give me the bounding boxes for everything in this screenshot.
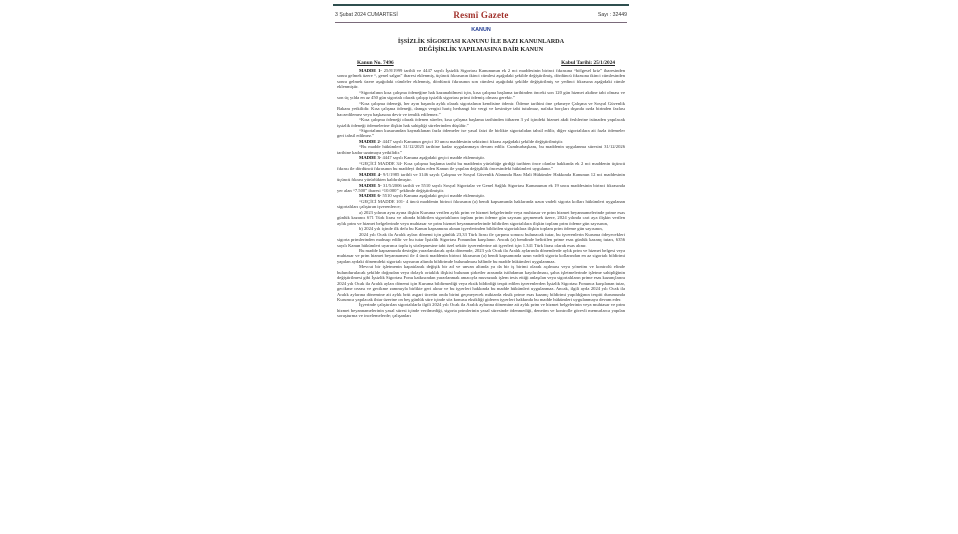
paragraph-text: Mevcut bir işletmenin kapatılarak değişik bir ad ve unvan altında ya da bir iş birimi olarak açılması veya yönetim ve kontrolü elinde bulundurulacak şekilde doğrudan veya dolaylı ortaklık ilişkisi bulunan şirketler arasında istihdamın kaydırılması, şahıs işletmelerinde işletme sahipliğinin değiştirilmesi gibi İşsizlik Sigortası Fonu katkısından yararlanmak amacıyla muvazaalı işlem tesis ettiği anlaşılan veya sigortalıların prime esas kazançlarını 2024 yılı Ocak ila Aralık ayları dönemi için Kuruma bildirmediği veya eksik bildirdiği tespit edilen işverenlerden İşsizlik Sigortası Fonunca karşılanan tutar, gecikme cezası ve gecikme zammıyla birlikte geri alınır ve bu işyerleri hakkında bu madde hükümleri uygulanmaz. Ancak, ilgili ayda 2024 yılı Ocak ila Aralık aylarına dönemine ait aylık brüt asgari ücretin onda birini geçmeyecek miktarda eksik prime esas kazanç bildirimi yapıldığının tespiti durumunda Kurumca yapılacak ihtar üzerine on beş günlük süre içinde söz konusu eksikliği gideren işyerleri hakkında bu madde hükümleri uygulanmaya devam eder. <box>337 264 626 303</box>
article-label: MADDE 6- <box>359 193 382 199</box>
body-paragraph <box>337 90 625 101</box>
paragraph-text: İşyerinde çalıştırılan sigortalılarla ilgili 2024 yılı Ocak ila Aralık aylarına dönemine ait aylık prim ve hizmet belgelerinin veya muhtasar ve prim hizmet beyannamelerinin yasal süresi içinde verilmediği, sigorta primlerinin yasal süresinde ödenmediği, denetim ve kontrolle görevli memurlarca yapılan soruşturma ve incelemelerde; çalışanları <box>337 302 625 319</box>
law-title <box>333 38 629 54</box>
body-paragraph <box>337 161 625 172</box>
top-rule <box>333 4 629 6</box>
body-paragraph <box>337 117 625 128</box>
body-paragraph <box>337 264 625 302</box>
section-label: KANUN <box>471 27 491 33</box>
gazette-title: Resmî Gazete <box>453 10 509 20</box>
article-label: MADDE 1- <box>359 68 382 73</box>
body-paragraph <box>337 128 625 139</box>
article-label: MADDE 5- <box>359 182 382 188</box>
paragraph-text: “Sigortalının kısa çalışma ödeneğine hak kazanabilmesi için, kısa çalışma başlama tarihinden önceki son 120 gün hizmet akdine tabi olması ve son üç yılda en az 450 gün sigortalı olarak çalışıp işsizlik sigortası primi ödemiş olması gerekir.” <box>337 89 625 101</box>
paragraph-text: 25/8/1999 tarihli ve 4447 sayılı İşsizlik Sigortası Kanununun ek 2 nci maddesinin birinci fıkrasına “bölgesel kriz” ibaresinden sonra gelmek üzere “, genel salgın” ibaresi eklenmiş, üçüncü fıkrasının ikinci cümlesi aşağıdaki şekilde değiştirilmiş, dördüncü fıkrasına ikinci cümlesinden sonra gelmek üzere aşağıdaki cümleler eklenmiş, dördüncü fıkrasının son cümlesi aşağıdaki şekilde değiştirilmiş ve yedinci fıkrasına aşağıdaki cümle eklenmiştir. <box>337 68 626 90</box>
body-paragraph <box>337 248 625 264</box>
issue-date: 3 Şubat 2024 CUMARTESİ <box>335 12 398 18</box>
issue-number: Sayı : 32449 <box>597 12 627 18</box>
body-paragraph <box>337 232 625 248</box>
paragraph-text: 5510 sayılı Kanuna aşağıdaki geçici madde eklenmiştir. <box>381 193 485 199</box>
paragraph-text: 4447 sayılı Kanunun geçici 10 uncu maddesinin sekizinci fıkrası aşağıdaki şekilde değiştirilmiştir. <box>381 138 564 144</box>
paragraph-text: “Sigortalının kusurundan kaynaklanan fazla ödemeler ise yasal faizi ile birlikte sigortalıdan tahsil edilir, diğer sigortalılara ait fazla ödemeler geri tahsil edilmez.” <box>337 127 625 139</box>
header-divider <box>335 22 627 23</box>
paragraph-text: 2024 yılı Ocak ila Aralık ayları dönemi için günlük 23,33 Türk lirası ile çarpımı sonucu bulunacak tutar, bu işverenlerin Kuruma ödeyecekleri sigorta primlerinden mahsup edilir ve bu tutar İşsizlik Sigortası Fonundan karşılanır. Ancak (a) bendinde belirtilen prime esas günlük kazanç tutarı, 6356 sayılı Kanun hükümleri uyarınca toplu iş sözleşmesine tabi özel sektör işverenlerine ait işyerleri için 1.341 Türk lirası olarak esas alınır. <box>337 231 625 248</box>
body-paragraph <box>337 210 625 226</box>
gazette-page <box>333 0 629 534</box>
gazette-header <box>335 10 627 21</box>
paragraph-text: “Kısa çalışma ödeneği, her ayın başında aylık olarak sigortalının kendisine ödenir. Ödeme tarihini öne çekmeye Çalışma ve Sosyal Güvenlik Bakanı yetkilidir. Kısa çalışma ödeneği, damga vergisi hariç herhangi bir vergi ve kesintiye tabi tutulmaz, nafaka borçları dışında ozda birinden fazlası haczedilemez veya başkasına devir ve temlik edilemez.” <box>337 100 625 117</box>
paragraph-text: b) 2024 yılı içinde ilk defa bu Kanun kapsamına alınan işyerlerinden bildirilen sigortalılara ilişkin toplam prim ödeme gün sayısının, <box>359 226 603 232</box>
paragraph-text: “GEÇİCİ MADDE 34- Kısa çalışma başlama tarihi bu maddenin yürürlüğe girdiği tarihten önce olanlar hakkında ek 2 nci maddenin üçüncü fıkrası ile dördüncü fıkrasının bu maddeyi ihdas eden Kanun ile yapılan değişiklik öncesindeki hükümleri uygulanır.” <box>337 160 625 172</box>
law-number: Kanun No. 7496 <box>357 60 394 66</box>
paragraph-text: a) 2023 yılının aynı ayına ilişkin Kuruma verilen aylık prim ve hizmet belgelerinde veya muhtasar ve prim hizmet beyannamelerinde prime esas günlük kazancı 671 Türk lirası ve altında bildirilen sigortalıların toplam prim ödeme gün sayısını geçmemek üzere, 2024 yılında cari aya ilişkin verilen aylık prim ve hizmet belgelerinde veya muhtasar ve prim hizmet beyannamelerinde bildirilen sigortalılara ilişkin toplam prim ödeme gün sayısının, <box>337 209 625 226</box>
article-paragraph <box>337 183 625 194</box>
paragraph-text: “GEÇİCİ MADDE 101- 4 üncü maddenin birinci fıkrasının (a) bendi kapsamında haklarında uzun vadeli sigorta kolları hükümleri uygulanan sigortalıları çalıştıran işverenlerce; <box>337 198 625 210</box>
law-title-line: İŞSİZLİK SİGORTASI KANUNU İLE BAZI KANUNLARDA <box>397 38 565 45</box>
paragraph-text: 9/1/1985 tarihli ve 3146 sayılı Çalışma ve Sosyal Güvenlik Alanında Bazı Mali Hükümler Hakkında Kanunun 12 nci maddesinin üçüncü fıkrası yürürlükten kaldırılmıştır. <box>337 171 626 183</box>
body-paragraph <box>337 199 625 210</box>
article-paragraph <box>337 68 625 90</box>
article-paragraph <box>337 172 625 183</box>
paragraph-text: 4447 sayılı Kanuna aşağıdaki geçici madde eklenmiştir. <box>381 155 485 161</box>
paragraph-text: 31/5/2006 tarihli ve 5510 sayılı Sosyal Sigortalar ve Genel Sağlık Sigortası Kanununun ek 19 uncu maddesinin birinci fıkrasında yer alan “7.500” ibaresi “10.000” şeklinde değiştirilmiştir. <box>337 182 625 193</box>
body-paragraph <box>337 144 625 155</box>
paragraph-text: Bu madde kapsamında desteğin yararlanılacak ayda dönemde, 2023 yılı Ocak ila Aralık aylarında dönemlerde aylık prim ve hizmet belgesi veya muhtasar ve prim hizmet beyannamesi ile 4 üncü maddenin birinci fıkrasının (a) bendi kapsamında uzun vadeli sigorta kollarından en az sigortalı bildirimi yapılan aydaki dönemdeki sigortalı sayısının altında bildirimde bulunulması hâlinde bu madde hükümleri uygulanmaz. <box>337 247 625 264</box>
article-label: MADDE 2- <box>359 138 382 144</box>
body-paragraph <box>337 101 625 117</box>
acceptance-date: Kabul Tarihi: 25/1/2024 <box>561 60 615 66</box>
law-body <box>337 68 625 319</box>
article-label: MADDE 3- <box>359 155 382 161</box>
law-meta <box>357 60 615 68</box>
paragraph-text: “Bu madde hükümleri 31/12/2025 tarihine kadar uygulanmaya devam edilir. Cumhurbaşkanı, bu maddenin uygulanma süresini 31/12/2026 tarihine kadar uzatmaya yetkilidir.” <box>337 144 625 155</box>
law-title-line: DEĞİŞİKLİK YAPILMASINA DAİR KANUN <box>418 46 544 53</box>
paragraph-text: “Kısa çalışma ödeneği olarak ödenen süreler, kısa çalışma başlama tarihinden itibaren 3 yıl içindeki hizmet akdi feshlerine istinaden yapılacak işsizlik ödeneği ödemelerine ilişkin hak sahipliği sürelerinden düşülür.” <box>337 117 625 128</box>
body-paragraph <box>337 302 625 318</box>
article-label: MADDE 4- <box>359 171 382 177</box>
